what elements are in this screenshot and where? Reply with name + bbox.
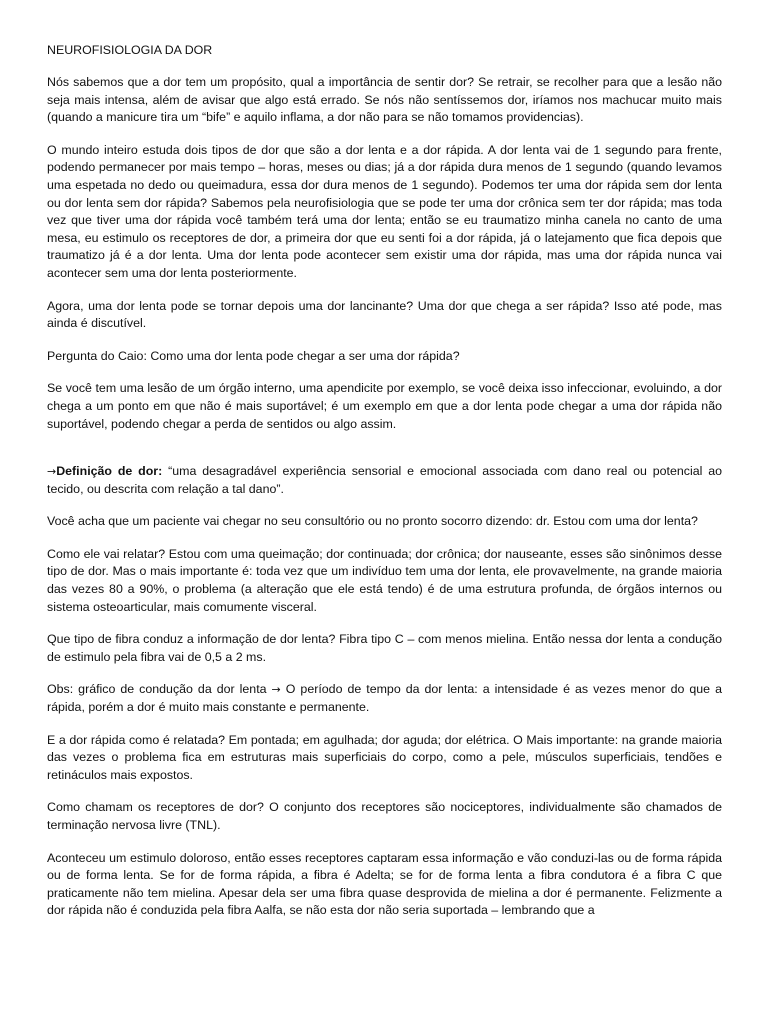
paragraph-answer: Se você tem uma lesão de um órgão interno, uma apendicite por exemplo, se você deixa isso infeccionar, evoluindo, a dor chega a um ponto em que não é mais suportável; é um exemplo em que a dor lenta pode chegar a uma dor rápida não suportável, podendo chegar a perda de sentidos ou algo assim.: [47, 381, 722, 431]
paragraph-patient: Você acha que um paciente vai chegar no seu consultório ou no pronto socorro dizendo: dr. Estou com uma dor lenta?: [47, 514, 698, 529]
paragraph-stimulus: Aconteceu um estimulo doloroso, então esses receptores captaram essa informação e vão conduzi-las ou de forma rápida ou de forma lenta. Se for de forma rápida, a fibra é Adelta; se for de forma lenta a fibra condutora é a fibra C que praticamente não tem mielina. Apesar dela ser uma fibra quase desprovida de mielina a dor é permanente. Felizmente a dor rápida não é conduzida pela fibra Aalfa, se não esta dor não seria suportada – lembrando que a: [47, 850, 722, 918]
definition-text: “uma desagradável experiência sensorial e emocional associada com dano real ou potencial ao tecido, ou descrita com relação a tal dano”.: [47, 464, 723, 496]
definition-label: Definição de dor:: [56, 464, 163, 479]
paragraph-receptors: Como chamam os receptores de dor? O conjunto dos receptores são nociceptores, individualmente são chamados de terminação nervosa livre (TNL).: [47, 800, 722, 832]
paragraph-pain-types: O mundo inteiro estuda dois tipos de dor que são a dor lenta e a dor rápida. A dor lenta vai de 1 segundo para frente, podendo permanecer por mais tempo – horas, meses ou dias; já a dor rápida dura menos de 1 segundo (quando levamos uma espetada no dedo ou queimadura, essa dor dura menos de 1 segundo). Podemos ter uma dor rápida sem dor lenta ou dor lenta sem dor rápida? Sabemos pela neurofisiologia que se pode ter uma dor crônica sem ter dor rápida; mas toda vez que tiver uma dor rápida você também terá uma dor lenta; então se eu traumatizo minha canela no canto de uma mesa, eu estimulo os receptores de dor, a primeira dor que eu senti foi a dor rápida, já o latejamento que fica depois que traumatizo já é a dor lenta. Uma dor lenta pode acontecer sem existir uma dor rápida, mas uma dor rápida nunca vai acontecer sem uma dor lenta posteriormente.: [47, 142, 722, 280]
arrow-right-icon: →: [47, 465, 57, 479]
paragraph-fiber-c: Que tipo de fibra conduz a informação de dor lenta? Fibra tipo C – com menos mielina. Então nessa dor lenta a condução de estimulo pela fibra vai de 0,5 a 2 ms.: [47, 632, 722, 664]
document-title: NEUROFISIOLOGIA DA DOR: [47, 43, 213, 57]
paragraph-obs: [47, 681, 722, 716]
paragraph-question: Pergunta do Caio: Como uma dor lenta pode chegar a ser uma dor rápida?: [47, 348, 460, 363]
obs-before: Obs: gráfico de condução da dor lenta: [47, 682, 272, 697]
paragraph-report: Como ele vai relatar? Estou com uma queimação; dor continuada; dor crônica; dor nauseante, esses são sinônimos desse tipo de dor. Mas o mais importante é: toda vez que um indivíduo tem uma dor lenta, ele provavelmente, na grande maioria das vezes 80 a 90%, o problema (a alteração que ele está tendo) é de uma estrutura profunda, de órgãos internos ou sistema osteoarticular, mais comumente visceral.: [47, 546, 722, 614]
paragraph-definition: [47, 463, 722, 498]
obs-after: O período de tempo da dor lenta: a intensidade é as vezes menor do que a rápida, porém a dor é muito mais constante e permanente.: [47, 682, 722, 715]
paragraph-fast-pain: E a dor rápida como é relatada? Em pontada; em agulhada; dor aguda; dor elétrica. O Mais importante: na grande maioria das vezes o problema fica em estruturas mais superficiais do corpo, como a pele, músculos superficiais, tendões e retináculos mais expostos.: [47, 732, 722, 782]
arrow-right-icon: →: [271, 683, 281, 697]
paragraph-purpose: Nós sabemos que a dor tem um propósito, qual a importância de sentir dor? Se retrair, se recolher para que a lesão não seja mais intensa, além de avisar que algo está errado. Se nós não sentíssemos dor, iríamos nos machucar muito mais (quando a manicure tira um “bife” e aquilo inflama, a dor não para se não tomamos providencias).: [47, 75, 722, 125]
paragraph-lancinating: Agora, uma dor lenta pode se tornar depois uma dor lancinante? Uma dor que chega a ser rápida? Isso até pode, mas ainda é discutível.: [47, 298, 722, 331]
